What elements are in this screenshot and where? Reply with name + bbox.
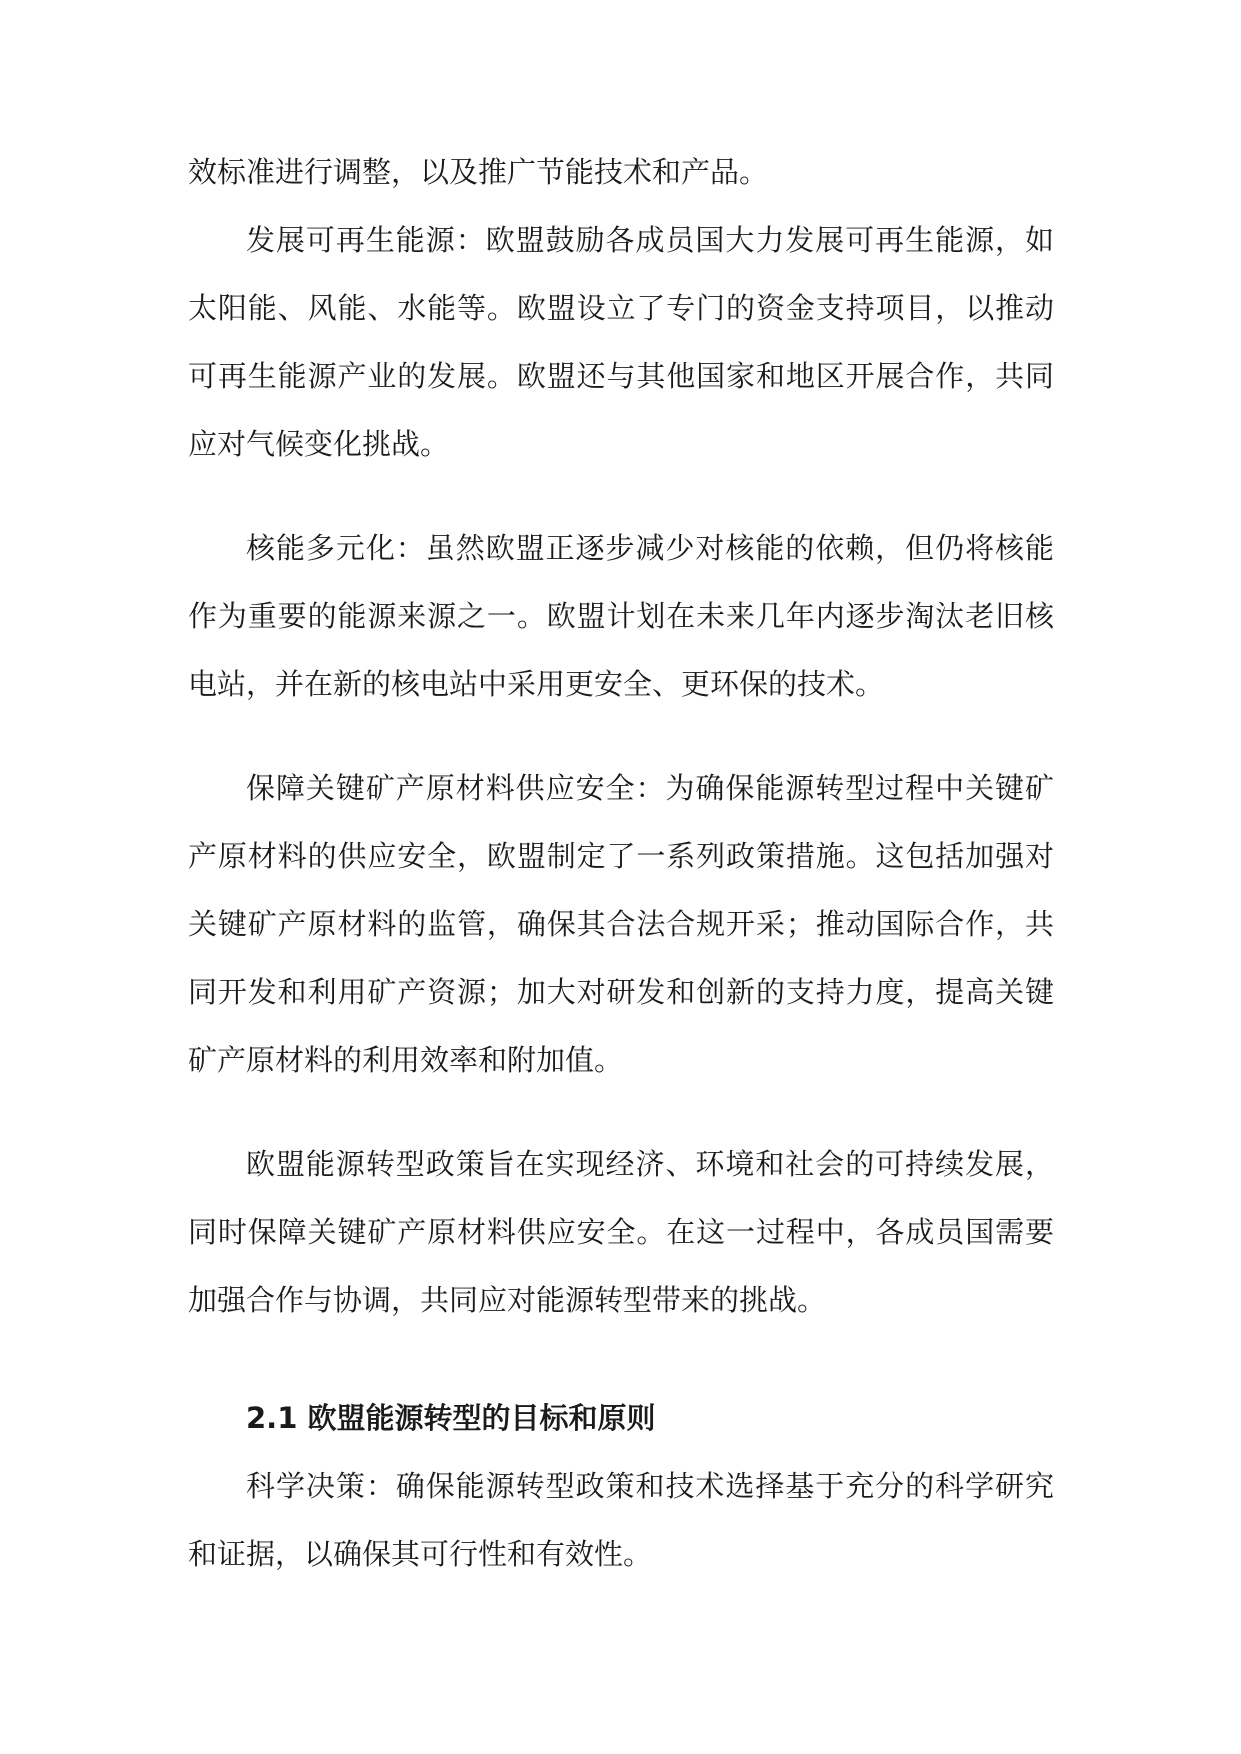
paragraph-critical-minerals: 保障关键矿产原材料供应安全：为确保能源转型过程中关键矿产原材料的供应安全，欧盟制定了一系列政策措施。这包括加强对关键矿产原材料的监管，确保其合法合规开采；推动国际合作，共同开发和利用矿产资源；加大对研发和创新的支持力度，提高关键矿产原材料的利用效率和附加值。: [188, 771, 1054, 1077]
paragraph-renewable-energy: 发展可再生能源：欧盟鼓励各成员国大力发展可再生能源，如太阳能、风能、水能等。欧盟设立了专门的资金支持项目，以推动可再生能源产业的发展。欧盟还与其他国家和地区开展合作，共同应对气候变化挑战。: [188, 223, 1054, 461]
section-heading: 2.1 欧盟能源转型的目标和原则: [246, 1401, 656, 1435]
paragraph-scientific-decision: 科学决策：确保能源转型政策和技术选择基于充分的科学研究和证据，以确保其可行性和有效性。: [188, 1469, 1054, 1571]
paragraph-policy-summary: 欧盟能源转型政策旨在实现经济、环境和社会的可持续发展，同时保障关键矿产原材料供应安全。在这一过程中，各成员国需要加强合作与协调，共同应对能源转型带来的挑战。: [188, 1147, 1054, 1317]
paragraph-nuclear-diversification: 核能多元化：虽然欧盟正逐步减少对核能的依赖，但仍将核能作为重要的能源来源之一。欧盟计划在未来几年内逐步淘汰老旧核电站，并在新的核电站中采用更安全、更环保的技术。: [188, 531, 1054, 701]
paragraph-continuation: 效标准进行调整，以及推广节能技术和产品。: [188, 155, 769, 189]
